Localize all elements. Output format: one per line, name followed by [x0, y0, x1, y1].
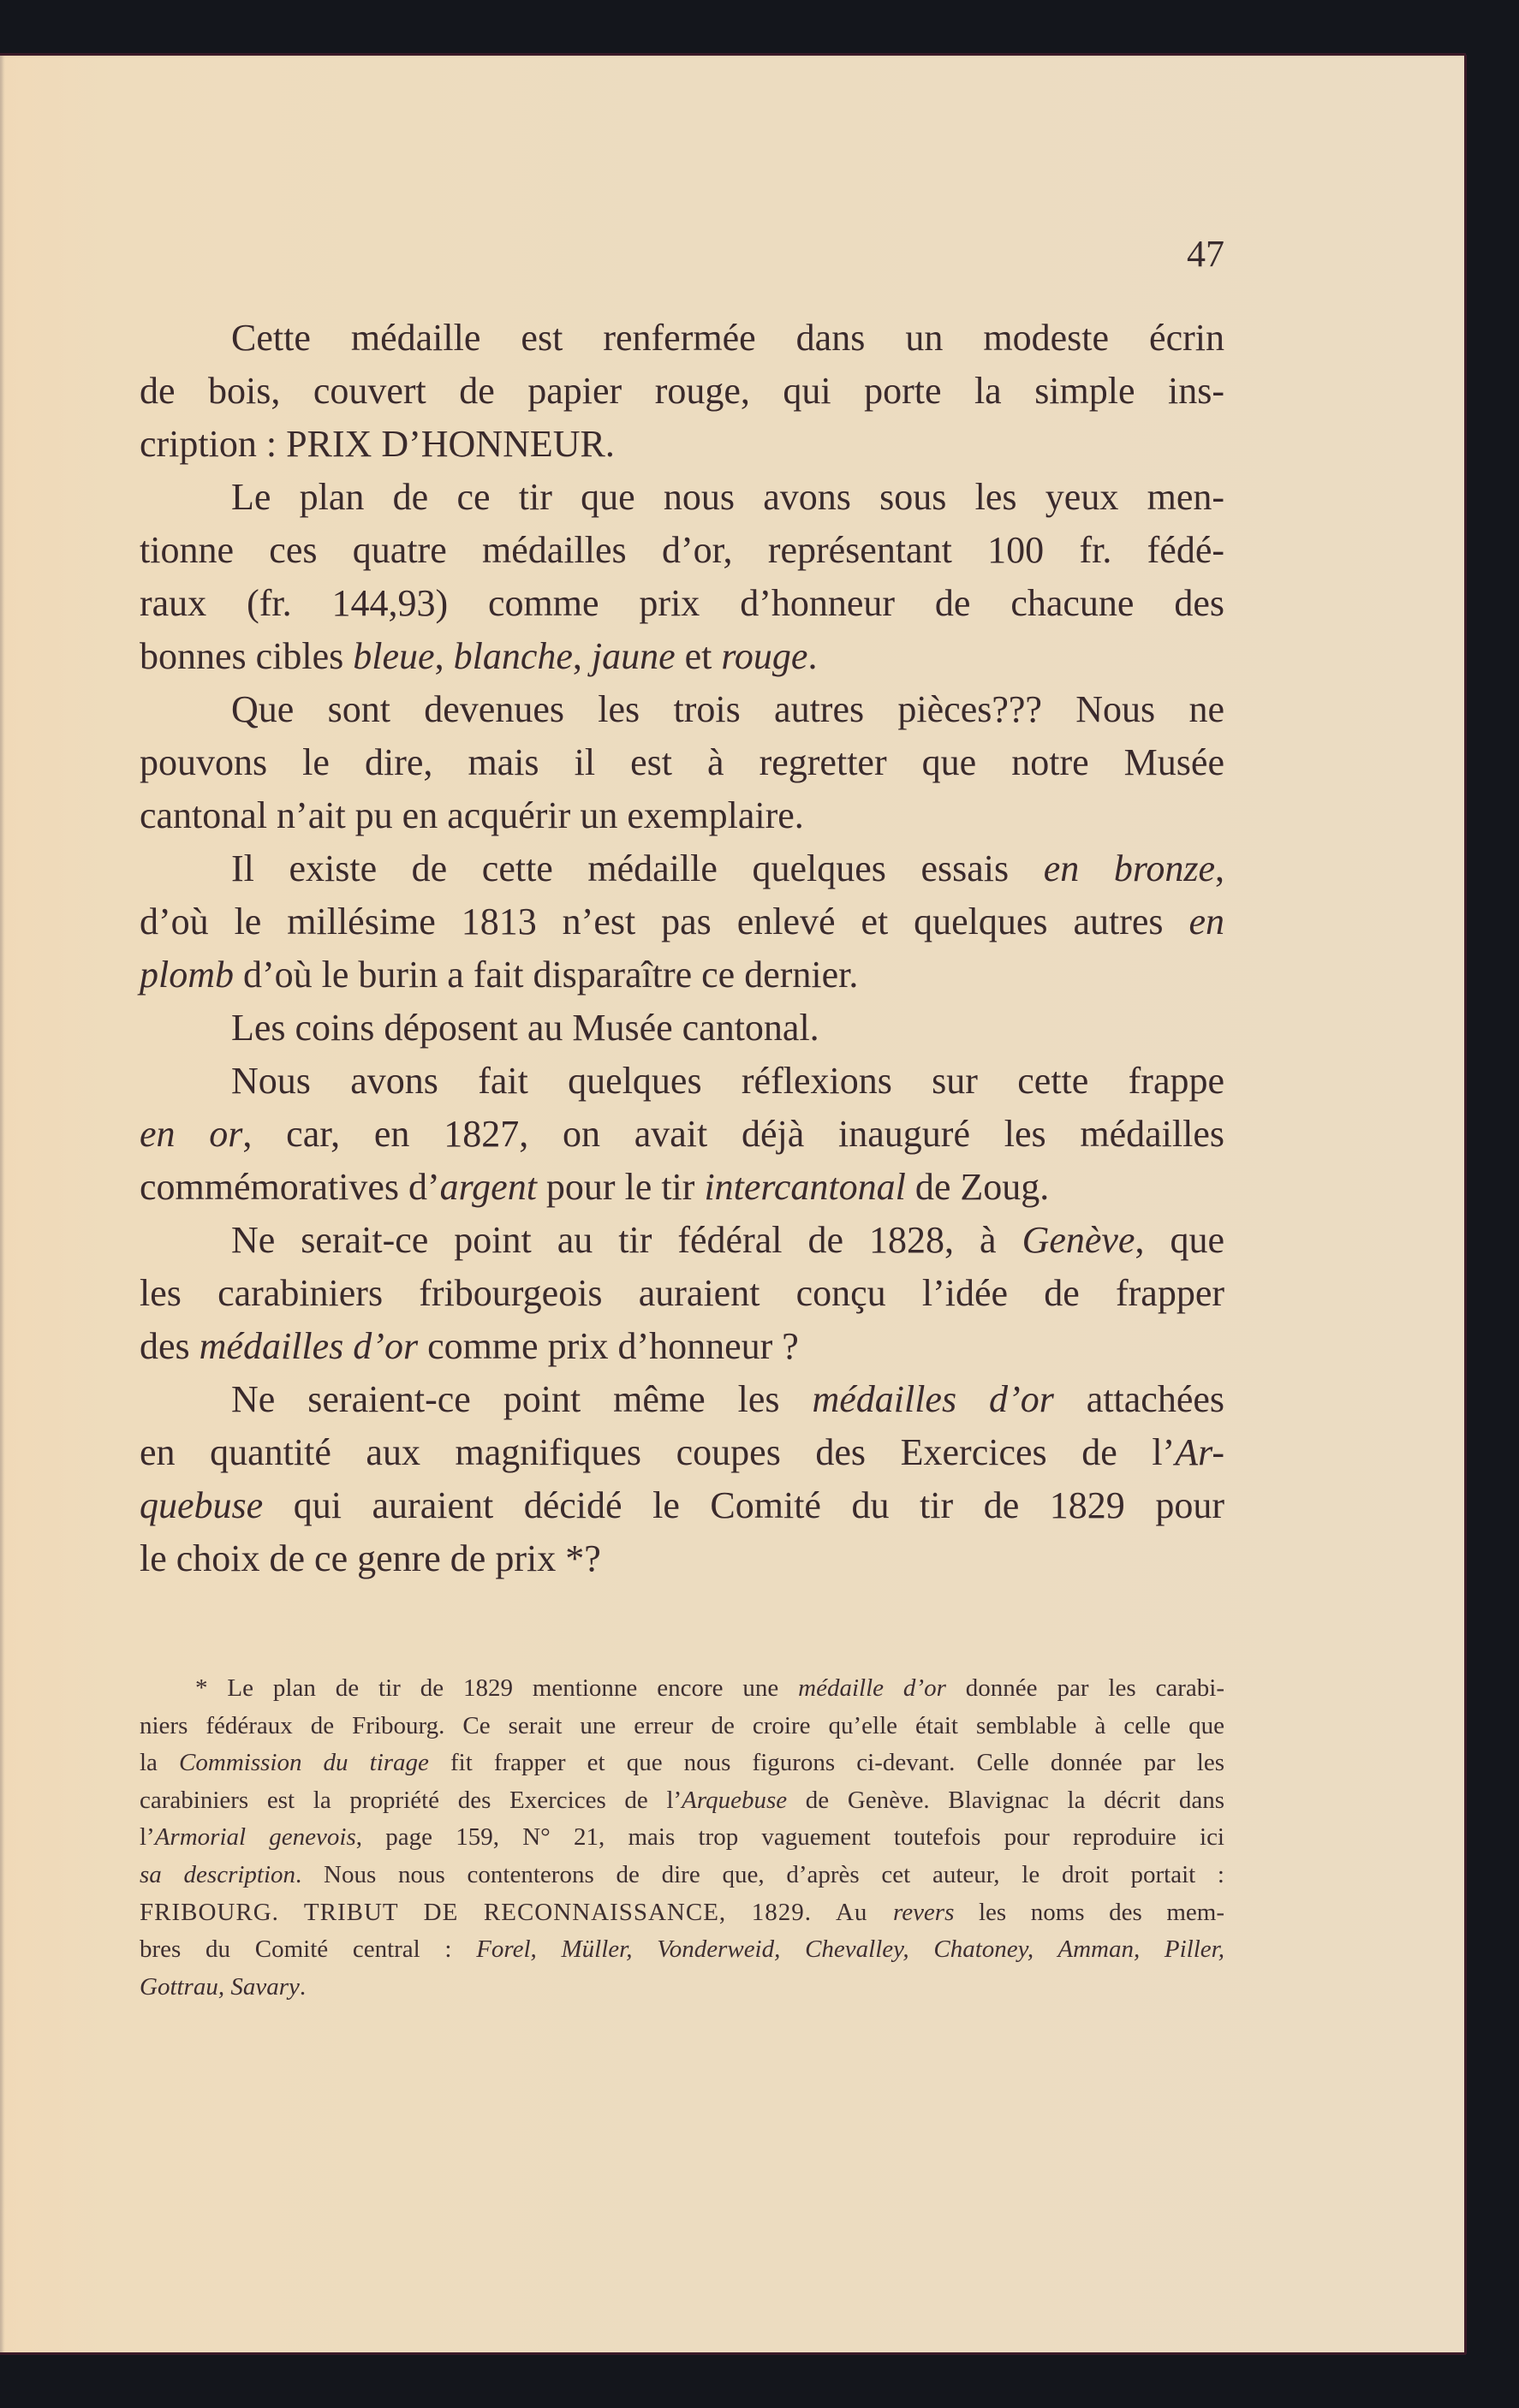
text-line: le choix de ce genre de prix *? [140, 1537, 601, 1579]
footnote-line: Gottrau, Savary. [140, 1972, 307, 2001]
footnote-line: niers fédéraux de Fribourg. Ce serait une erreur de croire qu’elle était semblable à celle que [140, 1711, 1224, 1739]
page-edge [0, 53, 1466, 56]
text-line: de bois, couvert de papier rouge, qui porte la simple ins- [140, 370, 1224, 412]
footnote-line: carabiniers est la propriété des Exercices de l’Arquebuse de Genève. Blavignac la décrit dans [140, 1786, 1224, 1814]
text-line: Ne seraient-ce point même les médailles d’or attachées [231, 1378, 1225, 1420]
text-line: en quantité aux magnifiques coupes des Exercices de l’Ar- [140, 1431, 1224, 1473]
page-edge [1464, 55, 1467, 2354]
main-text [140, 312, 1224, 1585]
text-line: bonnes cibles bleue, blanche, jaune et rouge. [140, 635, 818, 677]
text-line: cantonal n’ait pu en acquérir un exemplaire. [140, 794, 804, 836]
text-line: Les coins déposent au Musée cantonal. [231, 1007, 819, 1049]
text-line: des médailles d’or comme prix d’honneur ? [140, 1325, 799, 1367]
footnote-line: FRIBOURG. TRIBUT DE RECONNAISSANCE, 1829. Au revers les noms des mem- [140, 1898, 1225, 1926]
footnote-line: bres du Comité central : Forel, Müller, Vonderweid, Chevalley, Chatoney, Amman, Piller, [140, 1935, 1224, 1964]
text-line: Ne serait-ce point au tir fédéral de 1828, à Genève, que [231, 1219, 1224, 1261]
text-line: commémoratives d’argent pour le tir intercantonal de Zoug. [140, 1166, 1050, 1208]
text-line: cription : PRIX D’HONNEUR. [140, 423, 615, 465]
page-number: 47 [1187, 233, 1224, 275]
text-line: Cette médaille est renfermée dans un modeste écrin [231, 317, 1224, 359]
text-line: tionne ces quatre médailles d’or, représentant 100 fr. fédé- [140, 529, 1224, 571]
footnote [140, 1670, 1224, 2006]
footnote-line: * Le plan de tir de 1829 mentionne encore une médaille d’or donnée par les carabi- [195, 1674, 1224, 1702]
footnote-line: sa description. Nous nous contenterons de dire que, d’après cet auteur, le droit portait : [140, 1860, 1224, 1888]
text-line: les carabiniers fribourgeois auraient conçu l’idée de frapper [140, 1272, 1224, 1314]
text-line: plomb d’où le burin a fait disparaître ce dernier. [140, 954, 859, 996]
footnote-line: l’Armorial genevois, page 159, N° 21, mais trop vaguement toutefois pour reproduire ici [140, 1823, 1224, 1852]
text-line: d’où le millésime 1813 n’est pas enlevé et quelques autres en [140, 901, 1224, 942]
text-line: Il existe de cette médaille quelques essais en bronze, [231, 847, 1224, 889]
footnote-line: la Commission du tirage fit frapper et que nous figurons ci-devant. Celle donnée par les [140, 1749, 1224, 1777]
text-line: en or, car, en 1827, on avait déjà inauguré les médailles [140, 1113, 1224, 1155]
text-line: pouvons le dire, mais il est à regretter que notre Musée [140, 741, 1224, 783]
page-edge [0, 2352, 1466, 2355]
text-line: raux (fr. 144,93) comme prix d’honneur de chacune des [140, 582, 1224, 624]
text-line: Nous avons fait quelques réflexions sur cette frappe [231, 1060, 1224, 1102]
text-line: Que sont devenues les trois autres pièces??? Nous ne [231, 688, 1224, 730]
text-line: Le plan de ce tir que nous avons sous les yeux men- [231, 476, 1224, 518]
text-line: quebuse qui auraient décidé le Comité du tir de 1829 pour [140, 1484, 1224, 1526]
